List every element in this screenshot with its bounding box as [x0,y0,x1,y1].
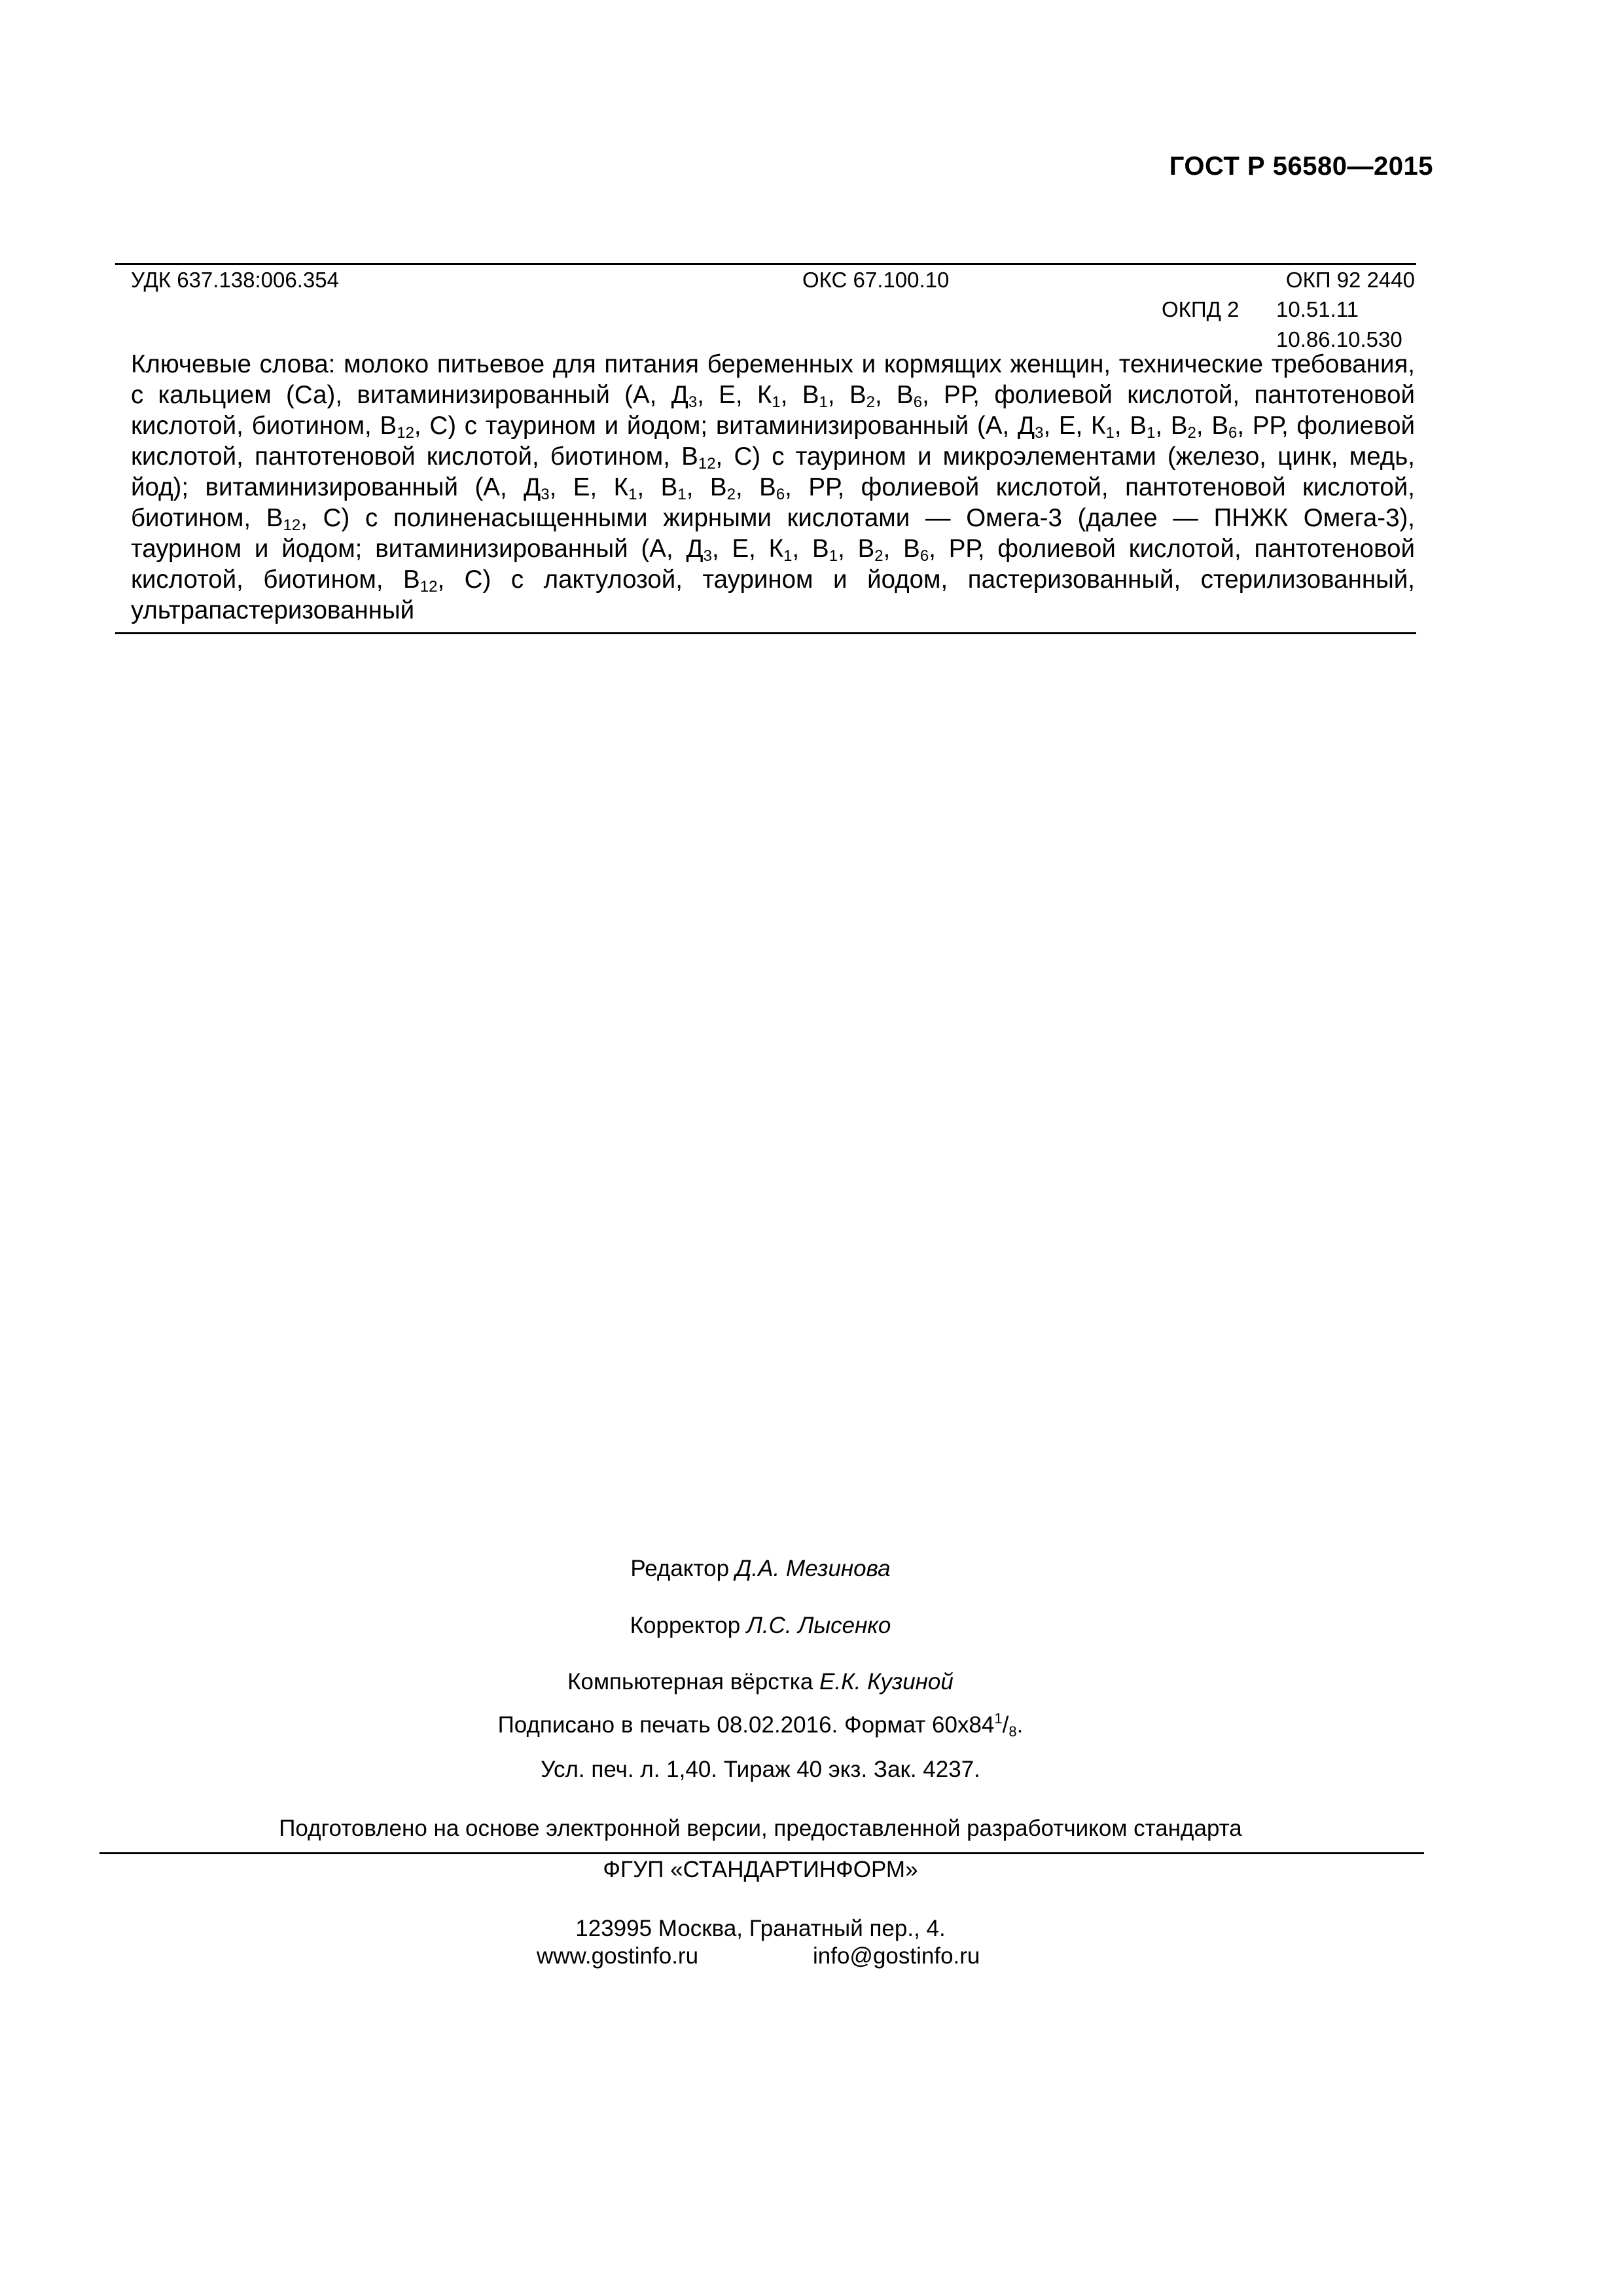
keywords-segment: , С) с полиненасыщенными жирными кислотами — Омега-3 (далее — ПНЖК Омега-3), таурином и йодом; витаминизированный (А, Д [131,504,1415,563]
layout-label: Компьютерная вёрстка [567,1669,820,1695]
print-details: Усл. печ. л. 1,40. Тираж 40 экз. Зак. 4237. [541,1757,980,1782]
keywords-segment: , В [827,381,866,409]
publisher-address: 123995 Москва, Гранатный пер., 4. [575,1916,946,1941]
keywords-segment: , В [792,535,829,563]
vitamin-subscript: 1 [1147,424,1156,442]
prepared-note: Подготовлено на основе электронной версии, предоставленной разработчиком стандарта [279,1816,1242,1841]
format-sup: 1 [994,1710,1003,1727]
vitamin-subscript: 12 [698,455,716,473]
keywords-paragraph [131,349,1415,626]
format-slash: / [1002,1712,1009,1738]
email-link[interactable]: info@gostinfo.ru [813,1943,980,1969]
keywords-segment: , В [875,381,914,409]
keywords-segment: , В [637,473,678,501]
keywords-segment: , В [838,535,875,563]
vitamin-subscript: 3 [541,486,550,503]
vitamin-subscript: 12 [283,516,301,534]
editor-name: Д.А. Мезинова [735,1556,891,1581]
keywords-segment: , РР, фолиевой кислотой, пантотеновой кислотой, биотином, В [131,535,1416,594]
vitamin-subscript: 2 [726,486,736,503]
corrector-label: Корректор [630,1613,747,1638]
editor-line [0,1554,1521,1583]
keywords-segment: , В [883,535,920,563]
vitamin-subscript: 2 [1187,424,1196,442]
vitamin-subscript: 6 [1228,424,1238,442]
format-end: . [1016,1712,1024,1738]
keywords-segment: , РР, фолиевой кислотой, пантотеновой кислотой, биотином, В [131,473,1415,532]
corrector-line [0,1611,1521,1640]
vitamin-subscript: 1 [1105,424,1115,442]
keywords-segment: , С) с таурином и микроэлементами (железо, цинк, медь, йод); витаминизированный (А, Д [131,442,1415,501]
publisher-divider [99,1852,1424,1854]
vitamin-subscript: 6 [776,486,785,503]
vitamin-subscript: 1 [783,547,793,565]
format-sub: 8 [1008,1723,1017,1740]
signed-line [0,1711,1521,1740]
okpd-label: ОКПД 2 [1162,297,1240,321]
vitamin-subscript: 12 [419,578,438,596]
okpd-value: 10.86.10.530 [1276,327,1402,351]
keywords-segment: , В [686,473,727,501]
keywords-segment: , В [1155,412,1188,440]
keywords-segment: , Е, К [549,473,629,501]
vitamin-subscript: 3 [703,547,712,565]
keywords-label: Ключевые слова: [131,350,336,378]
keywords-text [131,350,1415,624]
keywords-segment: , РР, фолиевой кислотой, пантотеновой кислотой, биотином, В [131,381,1415,440]
keywords-segment: молоко питьевое для питания беременных и кормящих женщин, технические требования, с кальцием (Са), витаминизированный (А, Д [131,350,1415,409]
vitamin-subscript: 6 [919,547,929,565]
keywords-segment: , В [735,473,776,501]
editor-label: Редактор [630,1556,736,1581]
okpd-value: 10.51.11 [1276,297,1359,321]
okpd-values [1276,295,1402,355]
keywords-segment: , В [780,381,819,409]
website-link[interactable]: www.gostinfo.ru [537,1943,699,1969]
keywords-segment: , Е, К [711,535,784,563]
vitamin-subscript: 2 [866,393,875,411]
signed-text: Подписано в печать 08.02.2016. Формат 60x84 [497,1712,995,1738]
keywords-segment: , В [1196,412,1229,440]
keywords-segment: , В [1114,412,1147,440]
vitamin-subscript: 3 [1035,424,1044,442]
keywords-divider [115,632,1416,634]
keywords-segment: , РР, фолиевой кислотой, пантотеновой кислотой, биотином, В [131,412,1415,471]
vitamin-subscript: 2 [874,547,883,565]
vitamin-subscript: 3 [688,393,698,411]
corrector-name: Л.С. Лысенко [746,1613,891,1638]
keywords-segment: , С) с таурином и йодом; витаминизированный (А, Д [414,412,1035,440]
udk-code: УДК 637.138:006.354 [131,268,339,292]
vitamin-subscript: 12 [397,424,414,442]
vitamin-subscript: 1 [829,547,838,565]
layout-line [0,1668,1521,1696]
standard-number: ГОСТ Р 56580—2015 [1169,152,1433,181]
oks-code: ОКС 67.100.10 [802,268,950,292]
publisher-name: ФГУП «СТАНДАРТИНФОРМ» [603,1857,918,1882]
okp-code: ОКП 92 2440 [1285,268,1415,292]
keywords-segment: , Е, К [697,381,772,409]
keywords-segment: , Е, К [1043,412,1106,440]
layout-name: Е.К. Кузиной [819,1669,954,1695]
keywords-segment: , С) с лактулозой, таурином и йодом, пастеризованный, стерилизованный, ультрапастеризованный [131,565,1415,624]
vitamin-subscript: 1 [677,486,687,503]
vitamin-subscript: 1 [819,393,828,411]
vitamin-subscript: 1 [772,393,781,411]
vitamin-subscript: 1 [628,486,637,503]
vitamin-subscript: 6 [913,393,923,411]
